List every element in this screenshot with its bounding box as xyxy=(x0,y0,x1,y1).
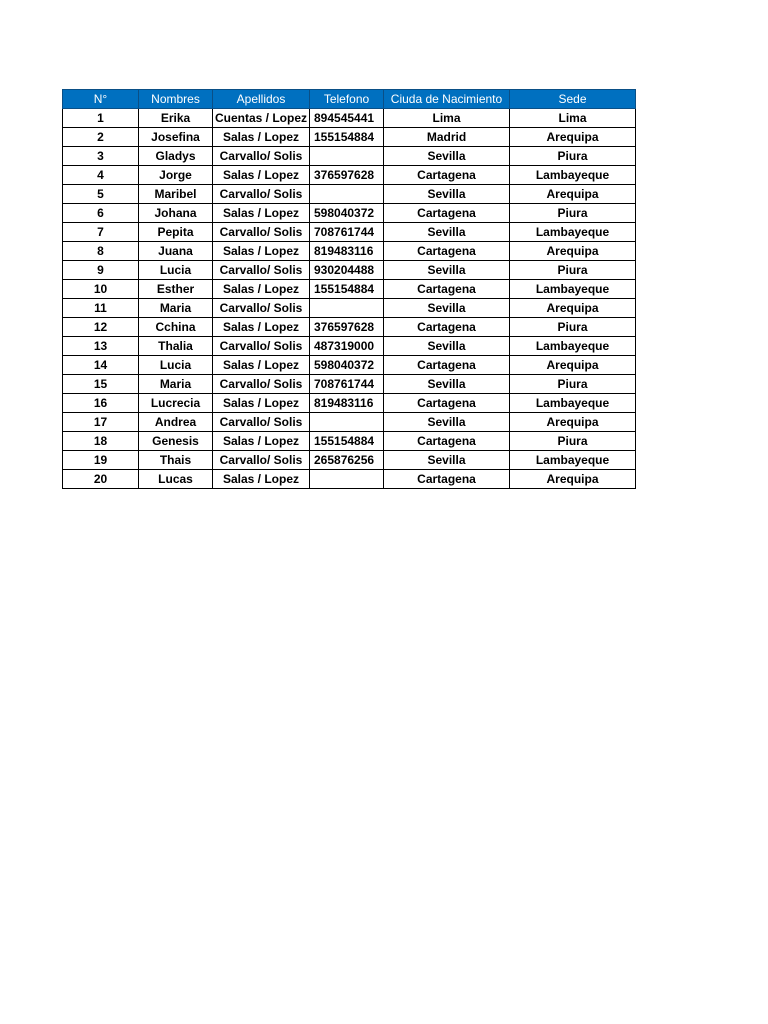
cell-ciudad: Cartagena xyxy=(384,470,510,489)
cell-nombres: Lucia xyxy=(139,356,213,375)
cell-apellidos: Carvallo/ Solis xyxy=(213,337,310,356)
cell-telefono: 376597628 xyxy=(310,318,384,337)
cell-sede: Piura xyxy=(510,318,636,337)
cell-telefono: 598040372 xyxy=(310,356,384,375)
header-nombres: Nombres xyxy=(139,90,213,109)
cell-telefono: 894545441 xyxy=(310,109,384,128)
cell-nombres: Maria xyxy=(139,375,213,394)
cell-apellidos: Salas / Lopez xyxy=(213,394,310,413)
cell-apellidos: Salas / Lopez xyxy=(213,166,310,185)
cell-ciudad: Sevilla xyxy=(384,337,510,356)
table-row xyxy=(63,128,636,147)
cell-apellidos: Carvallo/ Solis xyxy=(213,261,310,280)
cell-nombres: Esther xyxy=(139,280,213,299)
cell-number: 7 xyxy=(63,223,139,242)
cell-nombres: Genesis xyxy=(139,432,213,451)
table-row xyxy=(63,470,636,489)
table-row xyxy=(63,223,636,242)
cell-ciudad: Sevilla xyxy=(384,299,510,318)
cell-number: 20 xyxy=(63,470,139,489)
cell-nombres: Gladys xyxy=(139,147,213,166)
cell-telefono: 819483116 xyxy=(310,394,384,413)
cell-telefono: 930204488 xyxy=(310,261,384,280)
students-table xyxy=(62,89,636,489)
cell-number: 1 xyxy=(63,109,139,128)
cell-number: 17 xyxy=(63,413,139,432)
cell-telefono xyxy=(310,185,384,204)
cell-ciudad: Cartagena xyxy=(384,280,510,299)
cell-nombres: Lucas xyxy=(139,470,213,489)
cell-ciudad: Cartagena xyxy=(384,204,510,223)
cell-number: 13 xyxy=(63,337,139,356)
table-row xyxy=(63,375,636,394)
cell-telefono: 708761744 xyxy=(310,223,384,242)
cell-number: 14 xyxy=(63,356,139,375)
cell-sede: Arequipa xyxy=(510,470,636,489)
cell-ciudad: Sevilla xyxy=(384,451,510,470)
cell-ciudad: Lima xyxy=(384,109,510,128)
cell-nombres: Lucrecia xyxy=(139,394,213,413)
cell-sede: Lambayeque xyxy=(510,166,636,185)
cell-sede: Lambayeque xyxy=(510,280,636,299)
cell-ciudad: Sevilla xyxy=(384,375,510,394)
cell-number: 16 xyxy=(63,394,139,413)
table-row xyxy=(63,394,636,413)
cell-ciudad: Cartagena xyxy=(384,356,510,375)
cell-nombres: Johana xyxy=(139,204,213,223)
cell-apellidos: Salas / Lopez xyxy=(213,470,310,489)
cell-apellidos: Carvallo/ Solis xyxy=(213,223,310,242)
cell-ciudad: Cartagena xyxy=(384,166,510,185)
cell-apellidos: Carvallo/ Solis xyxy=(213,451,310,470)
cell-sede: Lambayeque xyxy=(510,223,636,242)
table-row xyxy=(63,261,636,280)
cell-nombres: Erika xyxy=(139,109,213,128)
cell-apellidos: Salas / Lopez xyxy=(213,242,310,261)
cell-telefono xyxy=(310,413,384,432)
table-row xyxy=(63,299,636,318)
cell-number: 12 xyxy=(63,318,139,337)
cell-sede: Piura xyxy=(510,204,636,223)
table-row xyxy=(63,280,636,299)
cell-number: 11 xyxy=(63,299,139,318)
cell-sede: Lima xyxy=(510,109,636,128)
cell-telefono: 487319000 xyxy=(310,337,384,356)
header-number: N° xyxy=(63,90,139,109)
cell-telefono xyxy=(310,147,384,166)
cell-number: 15 xyxy=(63,375,139,394)
cell-apellidos: Salas / Lopez xyxy=(213,356,310,375)
cell-number: 2 xyxy=(63,128,139,147)
cell-apellidos: Salas / Lopez xyxy=(213,204,310,223)
cell-number: 5 xyxy=(63,185,139,204)
cell-nombres: Cchina xyxy=(139,318,213,337)
cell-telefono: 155154884 xyxy=(310,432,384,451)
cell-apellidos: Salas / Lopez xyxy=(213,128,310,147)
cell-apellidos: Salas / Lopez xyxy=(213,318,310,337)
cell-ciudad: Cartagena xyxy=(384,242,510,261)
cell-ciudad: Sevilla xyxy=(384,261,510,280)
table-row xyxy=(63,242,636,261)
cell-nombres: Thais xyxy=(139,451,213,470)
cell-nombres: Juana xyxy=(139,242,213,261)
cell-apellidos: Carvallo/ Solis xyxy=(213,299,310,318)
cell-ciudad: Sevilla xyxy=(384,147,510,166)
table-row xyxy=(63,166,636,185)
cell-apellidos: Carvallo/ Solis xyxy=(213,185,310,204)
cell-apellidos: Salas / Lopez xyxy=(213,432,310,451)
cell-number: 19 xyxy=(63,451,139,470)
table-header xyxy=(63,90,636,109)
header-row xyxy=(63,90,636,109)
cell-number: 3 xyxy=(63,147,139,166)
cell-apellidos: Cuentas / Lopez xyxy=(213,109,310,128)
cell-telefono: 708761744 xyxy=(310,375,384,394)
cell-sede: Piura xyxy=(510,147,636,166)
cell-telefono: 376597628 xyxy=(310,166,384,185)
cell-sede: Arequipa xyxy=(510,185,636,204)
cell-nombres: Lucia xyxy=(139,261,213,280)
cell-apellidos: Carvallo/ Solis xyxy=(213,413,310,432)
cell-sede: Arequipa xyxy=(510,299,636,318)
cell-sede: Arequipa xyxy=(510,242,636,261)
cell-ciudad: Cartagena xyxy=(384,432,510,451)
cell-sede: Piura xyxy=(510,375,636,394)
cell-telefono: 598040372 xyxy=(310,204,384,223)
table-row xyxy=(63,318,636,337)
header-apellidos: Apellidos xyxy=(213,90,310,109)
cell-telefono xyxy=(310,470,384,489)
cell-sede: Arequipa xyxy=(510,356,636,375)
table-row xyxy=(63,109,636,128)
cell-ciudad: Sevilla xyxy=(384,223,510,242)
table-row xyxy=(63,432,636,451)
cell-sede: Piura xyxy=(510,432,636,451)
table-row xyxy=(63,337,636,356)
cell-telefono: 265876256 xyxy=(310,451,384,470)
table-row xyxy=(63,147,636,166)
cell-sede: Lambayeque xyxy=(510,451,636,470)
cell-nombres: Jorge xyxy=(139,166,213,185)
cell-number: 9 xyxy=(63,261,139,280)
cell-telefono: 155154884 xyxy=(310,280,384,299)
table-row xyxy=(63,204,636,223)
cell-ciudad: Sevilla xyxy=(384,185,510,204)
cell-apellidos: Carvallo/ Solis xyxy=(213,147,310,166)
cell-sede: Lambayeque xyxy=(510,394,636,413)
header-sede: Sede xyxy=(510,90,636,109)
cell-sede: Piura xyxy=(510,261,636,280)
table-row xyxy=(63,356,636,375)
cell-nombres: Pepita xyxy=(139,223,213,242)
cell-apellidos: Carvallo/ Solis xyxy=(213,375,310,394)
header-telefono: Telefono xyxy=(310,90,384,109)
cell-nombres: Josefina xyxy=(139,128,213,147)
cell-nombres: Andrea xyxy=(139,413,213,432)
cell-sede: Arequipa xyxy=(510,413,636,432)
cell-nombres: Thalia xyxy=(139,337,213,356)
cell-number: 4 xyxy=(63,166,139,185)
cell-ciudad: Cartagena xyxy=(384,318,510,337)
cell-number: 6 xyxy=(63,204,139,223)
cell-apellidos: Salas / Lopez xyxy=(213,280,310,299)
table-row xyxy=(63,413,636,432)
cell-nombres: Maribel xyxy=(139,185,213,204)
table-row xyxy=(63,451,636,470)
cell-number: 10 xyxy=(63,280,139,299)
table-row xyxy=(63,185,636,204)
table-body xyxy=(63,109,636,489)
cell-telefono xyxy=(310,299,384,318)
cell-ciudad: Sevilla xyxy=(384,413,510,432)
cell-ciudad: Madrid xyxy=(384,128,510,147)
cell-telefono: 155154884 xyxy=(310,128,384,147)
cell-ciudad: Cartagena xyxy=(384,394,510,413)
cell-nombres: Maria xyxy=(139,299,213,318)
header-ciudad-nacimiento: Ciuda de Nacimiento xyxy=(384,90,510,109)
cell-number: 18 xyxy=(63,432,139,451)
cell-sede: Arequipa xyxy=(510,128,636,147)
cell-sede: Lambayeque xyxy=(510,337,636,356)
cell-number: 8 xyxy=(63,242,139,261)
cell-telefono: 819483116 xyxy=(310,242,384,261)
